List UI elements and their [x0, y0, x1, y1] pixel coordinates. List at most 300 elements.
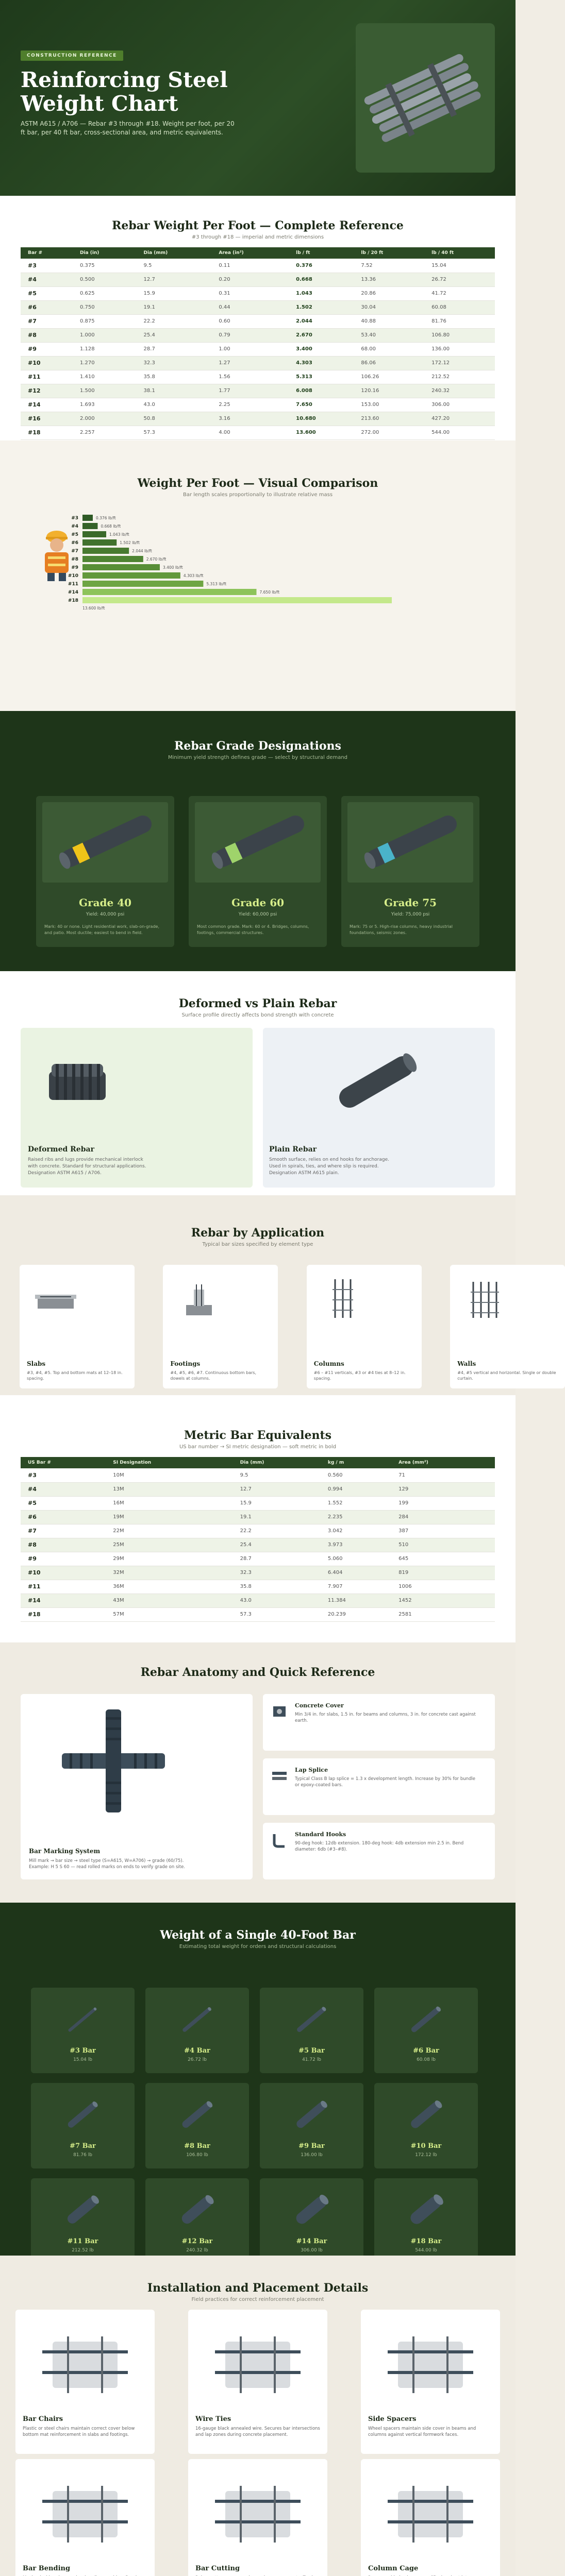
table-cell: 32M [106, 1566, 232, 1580]
table-cell: 68.00 [354, 342, 424, 356]
chart-subtitle: Bar length scales proportionally to illustrate relative mass [182, 492, 333, 498]
deformed-title: Deformed Rebar [28, 1145, 94, 1154]
marking-desc: Mill mark → bar size → steel type (S=A615, W=A706) → grade (60/75). Example: H 5 S 60 — read rolled marks on ends to verify grade on site. [29, 1858, 186, 1870]
table-cell: 136.00 [424, 342, 495, 356]
table-row [21, 412, 495, 426]
rebar-image [62, 2190, 103, 2231]
grade-yield: Yield: 75,000 psi [391, 912, 430, 917]
install-image [22, 2316, 148, 2409]
chart-category-label: #11 [68, 582, 78, 587]
table-cell: 106.26 [354, 370, 424, 384]
chart-bar [82, 556, 143, 562]
table-cell: #18 [21, 426, 73, 439]
table-cell: 2.235 [321, 1510, 391, 1524]
rebar-icon [405, 2190, 446, 2231]
application-name: Slabs [27, 1360, 46, 1367]
table-cell: 0.20 [211, 273, 289, 286]
table-cell: #16 [21, 412, 73, 426]
table-cell: 3.400 [289, 342, 354, 356]
application-card [20, 1265, 135, 1388]
table-cell: 2.044 [289, 314, 354, 328]
table-cell: 1.410 [73, 370, 137, 384]
table-cell: 1.128 [73, 342, 137, 356]
weight40-section [0, 1903, 516, 2256]
table-row [21, 1594, 495, 1607]
rebar-intersection-icon [52, 1704, 175, 1818]
table-cell: 153.00 [354, 398, 424, 412]
weight-card [374, 1988, 478, 2073]
install-title: Bar Cutting [195, 2565, 240, 2572]
table-cell: 3.16 [211, 412, 289, 426]
table-cell: 71 [391, 1468, 495, 1482]
weight-bar-name: #11 Bar [67, 2238, 98, 2245]
weight-table-title: Rebar Weight Per Foot — Complete Reference [112, 219, 404, 232]
weight-bar-value: 136.00 lb [301, 2153, 323, 2158]
table-cell: 30.04 [354, 300, 424, 314]
table-header: SI Designation [106, 1457, 232, 1468]
table-row [21, 314, 495, 328]
table-cell: 1.500 [73, 384, 137, 398]
install-image [367, 2465, 494, 2558]
table-cell: 10.680 [289, 412, 354, 426]
table-cell: 4.303 [289, 356, 354, 370]
table-cell: 36M [106, 1580, 232, 1594]
weight-bar-value: 212.52 lb [72, 2248, 94, 2253]
install-detail-icon [367, 2465, 494, 2558]
table-cell: 213.60 [354, 412, 424, 426]
rebar-icon [405, 1999, 446, 2040]
table-cell: 5.060 [321, 1552, 391, 1566]
table-cell: #11 [21, 370, 73, 384]
table-row [21, 300, 495, 314]
weight-table-subtitle: #3 through #18 — imperial and metric dimensions [191, 234, 324, 240]
table-cell: 645 [391, 1552, 495, 1566]
weight-bar-name: #10 Bar [410, 2142, 442, 2150]
table-cell: #3 [21, 1468, 106, 1482]
chart-category-label: #18 [68, 598, 78, 603]
install-detail-icon [22, 2316, 148, 2409]
weight-bar-value: 106.80 lb [186, 2153, 208, 2158]
table-row [21, 426, 495, 439]
table-cell: 0.875 [73, 314, 137, 328]
weight-bar-name: #5 Bar [298, 2047, 325, 2055]
table-cell: 53.40 [354, 328, 424, 342]
table-header: lb / 40 ft [424, 247, 495, 259]
table-cell: 9.5 [233, 1468, 321, 1482]
application-name: Walls [457, 1360, 476, 1367]
rebar-image [405, 2190, 446, 2231]
table-cell: 387 [391, 1524, 495, 1538]
weight-bar-value: 60.08 lb [417, 2057, 436, 2062]
anatomy-image [270, 1767, 289, 1785]
install-detail-icon [22, 2465, 148, 2558]
table-row [21, 1566, 495, 1580]
table-row [21, 398, 495, 412]
table-cell: 2.670 [289, 328, 354, 342]
rebar-icon [42, 802, 168, 883]
table-cell: 427.20 [424, 412, 495, 426]
chart-bar [82, 548, 129, 554]
table-cell: 60.08 [424, 300, 495, 314]
table-cell: 0.994 [321, 1482, 391, 1496]
application-desc: #4, #5, #6, #7. Continuous bottom bars, dowels at columns. [170, 1370, 257, 1381]
table-cell: 0.79 [211, 328, 289, 342]
table-cell: 0.500 [73, 273, 137, 286]
table-cell: 12.7 [233, 1482, 321, 1496]
install-card [15, 2310, 155, 2454]
table-header: Dia (mm) [233, 1457, 321, 1468]
table-cell: 20.239 [321, 1607, 391, 1621]
hero-subtitle: ASTM A615 / A706 — Rebar #3 through #18. Weight per foot, per 20 ft bar, per 40 ft bar, cross-sectional area, and metric equivalents. [21, 120, 235, 136]
rebar-image [291, 2190, 332, 2231]
rebar-icon [405, 2094, 446, 2136]
grades-title: Rebar Grade Designations [174, 739, 341, 753]
table-header: lb / ft [289, 247, 354, 259]
install-desc: Wheel spacers maintain side cover in beams and columns against vertical formwork faces. [368, 2426, 476, 2437]
table-cell: 29M [106, 1552, 232, 1566]
anatomy-item [263, 1823, 495, 1879]
table-header: lb / 20 ft [354, 247, 424, 259]
plain-desc: Smooth surface, relies on end hooks for anchorage. Used in spirals, ties, and where slip is required. Designation ASTM A615 plain. [269, 1157, 390, 1176]
grade-card [189, 796, 327, 947]
weight-card [374, 2178, 478, 2264]
table-header: Bar # [21, 247, 73, 259]
table-cell: 0.375 [73, 259, 137, 273]
table-cell: 22.2 [137, 314, 212, 328]
weight-bar-name: #6 Bar [413, 2047, 439, 2055]
table-cell: 7.907 [321, 1580, 391, 1594]
rebar-detail-icon [270, 1831, 289, 1850]
grade-name: Grade 60 [231, 896, 285, 909]
table-cell: 106.80 [424, 328, 495, 342]
table-cell: 57M [106, 1607, 232, 1621]
weight-card [260, 2083, 363, 2168]
table-cell: 50.8 [137, 412, 212, 426]
table-cell: 57.3 [233, 1607, 321, 1621]
table-cell: 2581 [391, 1607, 495, 1621]
marking-title: Bar Marking System [29, 1848, 101, 1855]
grade-rebar-image [347, 802, 473, 883]
table-row [21, 356, 495, 370]
deform-title: Deformed vs Plain Rebar [178, 997, 337, 1010]
table-cell: 1.552 [321, 1496, 391, 1510]
deform-subtitle: Surface profile directly affects bond strength with concrete [181, 1012, 334, 1018]
chart-category-label: #9 [71, 565, 78, 570]
install-card [361, 2310, 500, 2454]
anatomy-card [21, 1694, 253, 1879]
weight-bar-name: #12 Bar [181, 2238, 213, 2245]
rebar-image [405, 2094, 446, 2136]
hero-tag: CONSTRUCTION REFERENCE [21, 50, 123, 61]
table-cell: 6.008 [289, 384, 354, 398]
rebar-icon [176, 2190, 218, 2231]
table-cell: 28.7 [137, 342, 212, 356]
weight-card [145, 1988, 249, 2073]
table-cell: 0.668 [289, 273, 354, 286]
table-cell: 5.313 [289, 370, 354, 384]
table-cell: 43.0 [137, 398, 212, 412]
table-cell: 3.042 [321, 1524, 391, 1538]
table-cell: #5 [21, 1496, 106, 1510]
table-cell: 25.4 [137, 328, 212, 342]
application-desc: #3, #4, #5. Top and bottom mats at 12–18 in. spacing. [27, 1370, 123, 1381]
table-cell: 819 [391, 1566, 495, 1580]
grades-subtitle: Minimum yield strength defines grade — select by structural demand [168, 755, 348, 760]
table-cell: #11 [21, 1580, 106, 1594]
rebar-image [176, 2190, 218, 2231]
structure-icon [173, 1274, 225, 1326]
rebar-icon [62, 2094, 103, 2136]
table-cell: 22M [106, 1524, 232, 1538]
chart-value-label: 13.600 lb/ft [82, 606, 105, 611]
table-row [21, 259, 495, 273]
table-header: US Bar # [21, 1457, 106, 1468]
rebar-icon [62, 1999, 103, 2040]
application-desc: #4, #5 vertical and horizontal. Single or double curtain. [457, 1370, 556, 1381]
rebar-intersection-image [52, 1704, 175, 1818]
weight40-subtitle: Estimating total weight for orders and structural calculations [179, 1944, 337, 1950]
table-row [21, 1538, 495, 1552]
rebar-bundle-image [356, 23, 495, 173]
structure-icon [317, 1274, 369, 1326]
weight-bar-name: #3 Bar [70, 2047, 96, 2055]
table-cell: #9 [21, 342, 73, 356]
weight-bar-name: #14 Bar [296, 2238, 327, 2245]
chart-category-label: #6 [71, 540, 78, 546]
table-row [21, 286, 495, 300]
chart-category-label: #10 [68, 573, 78, 579]
install-title: Side Spacers [368, 2415, 417, 2423]
install-detail-icon [367, 2316, 494, 2409]
chart-title: Weight Per Foot — Visual Comparison [137, 477, 378, 490]
rebar-bundle-icon [363, 41, 487, 155]
table-cell: 81.76 [424, 314, 495, 328]
table-cell: 212.52 [424, 370, 495, 384]
chart-bar [82, 531, 106, 537]
anatomy-item-desc: 90-deg hook: 12db extension. 180-deg hook: 4db extension min 2.5 in. Bend diameter: 6db (#3–#8). [295, 1841, 464, 1852]
table-cell: 35.8 [137, 370, 212, 384]
weight-card [260, 2178, 363, 2264]
rebar-icon [291, 2190, 332, 2231]
application-subtitle: Typical bar sizes specified by element type [202, 1242, 313, 1247]
table-cell: 1006 [391, 1580, 495, 1594]
table-cell: 306.00 [424, 398, 495, 412]
table-cell: 13.36 [354, 273, 424, 286]
rebar-image [62, 1999, 103, 2040]
table-cell: 13M [106, 1482, 232, 1496]
weight-bar-value: 306.00 lb [301, 2248, 323, 2253]
application-desc: #6 – #11 verticals, #3 or #4 ties at 8–12 in. spacing. [313, 1370, 406, 1381]
table-cell: 9.5 [137, 259, 212, 273]
rebar-icon [347, 802, 473, 883]
table-cell: #6 [21, 300, 73, 314]
grade-rebar-image [42, 802, 168, 883]
table-cell: 1.043 [289, 286, 354, 300]
table-row [21, 1552, 495, 1566]
chart-value-label: 0.668 lb/ft [101, 524, 121, 529]
chart-section [0, 440, 516, 711]
table-cell: 26.72 [424, 273, 495, 286]
table-cell: 1452 [391, 1594, 495, 1607]
table-cell: 0.31 [211, 286, 289, 300]
table-row [21, 342, 495, 356]
weight-bar-value: 41.72 lb [302, 2057, 321, 2062]
table-row [21, 370, 495, 384]
grade-desc: Most common grade. Mark: 60 or 4. Bridges, columns, footings, commercial structures. [197, 924, 309, 935]
table-cell: 240.32 [424, 384, 495, 398]
plain-rebar-icon [325, 1043, 428, 1121]
application-image [317, 1274, 369, 1326]
chart-category-label: #8 [71, 557, 78, 562]
application-card [163, 1265, 278, 1388]
table-cell: 16M [106, 1496, 232, 1510]
anatomy-section [0, 1642, 516, 1903]
weight-bar-name: #7 Bar [70, 2142, 96, 2150]
table-cell: 2.257 [73, 426, 137, 439]
grade-yield: Yield: 60,000 psi [238, 912, 277, 917]
table-cell: 32.3 [233, 1566, 321, 1580]
deformed-desc: Raised ribs and lugs provide mechanical interlock with concrete. Standard for structural applications. Designation ASTM A615 / A706. [28, 1157, 146, 1176]
rebar-icon [176, 1999, 218, 2040]
table-cell: 1.00 [211, 342, 289, 356]
table-cell: 25M [106, 1538, 232, 1552]
chart-value-label: 3.400 lb/ft [163, 565, 183, 570]
table-cell: #14 [21, 398, 73, 412]
metric-subtitle: US bar number → SI metric designation — soft metric in bold [179, 1444, 337, 1450]
table-cell: 25.4 [233, 1538, 321, 1552]
table-row [21, 328, 495, 342]
anatomy-item-desc: Min 3/4 in. for slabs, 1.5 in. for beams and columns, 3 in. for concrete cast against earth. [295, 1712, 476, 1723]
install-desc: 16-gauge black annealed wire. Secures bar intersections and lap zones during concrete placement. [195, 2426, 320, 2437]
grades-section [0, 711, 516, 971]
table-cell: 544.00 [424, 426, 495, 439]
grade-card [36, 796, 174, 947]
anatomy-image [270, 1702, 289, 1721]
table-cell: 510 [391, 1538, 495, 1552]
metric-section [0, 1395, 516, 1642]
table-cell: 0.560 [321, 1468, 391, 1482]
weight-card [31, 2178, 135, 2264]
table-cell: 15.9 [233, 1496, 321, 1510]
install-image [194, 2316, 321, 2409]
install-image [194, 2465, 321, 2558]
application-image [173, 1274, 225, 1326]
table-cell: #18 [21, 1607, 106, 1621]
rebar-detail-icon [270, 1702, 289, 1721]
table-cell: 1.77 [211, 384, 289, 398]
hero [0, 0, 516, 196]
weight-card [31, 1988, 135, 2073]
weight-bar-chart [0, 513, 516, 708]
table-row [21, 273, 495, 286]
table-cell: 0.11 [211, 259, 289, 273]
table-cell: #10 [21, 1566, 106, 1580]
table-cell: 40.88 [354, 314, 424, 328]
table-cell: 57.3 [137, 426, 212, 439]
table-cell: #7 [21, 1524, 106, 1538]
chart-value-label: 5.313 lb/ft [206, 582, 227, 586]
application-card [307, 1265, 422, 1388]
application-section [0, 1195, 556, 1395]
rebar-image [405, 1999, 446, 2040]
grade-name: Grade 75 [384, 896, 437, 909]
table-cell: 6.404 [321, 1566, 391, 1580]
table-cell: 1.56 [211, 370, 289, 384]
chart-value-label: 1.043 lb/ft [109, 532, 129, 537]
application-name: Columns [313, 1360, 344, 1367]
grade-rebar-image [195, 802, 321, 883]
table-row [21, 1524, 495, 1538]
chart-bar [82, 523, 97, 529]
deformed-card [21, 1028, 253, 1188]
table-cell: 3.973 [321, 1538, 391, 1552]
anatomy-item-title: Lap Splice [295, 1767, 328, 1773]
table-cell: 1.270 [73, 356, 137, 370]
table-cell: 1.27 [211, 356, 289, 370]
table-cell: 41.72 [424, 286, 495, 300]
install-section [0, 2256, 516, 2576]
table-cell: 1.502 [289, 300, 354, 314]
table-header: Dia (in) [73, 247, 137, 259]
structure-icon [460, 1274, 512, 1326]
weight-card [260, 1988, 363, 2073]
table-cell: #4 [21, 273, 73, 286]
anatomy-item [263, 1694, 495, 1751]
application-image [30, 1274, 81, 1326]
metric-title: Metric Bar Equivalents [184, 1429, 332, 1442]
rebar-image [176, 2094, 218, 2136]
rebar-icon [62, 2190, 103, 2231]
table-cell: 4.00 [211, 426, 289, 439]
table-cell: 2.25 [211, 398, 289, 412]
table-cell: 19M [106, 1510, 232, 1524]
install-detail-icon [194, 2465, 321, 2558]
anatomy-item [263, 1758, 495, 1815]
install-detail-icon [194, 2316, 321, 2409]
install-image [367, 2316, 494, 2409]
table-cell: #14 [21, 1594, 106, 1607]
table-cell: #3 [21, 259, 73, 273]
table-cell: 19.1 [137, 300, 212, 314]
plain-card [263, 1028, 495, 1188]
table-cell: 19.1 [233, 1510, 321, 1524]
table-cell: 15.04 [424, 259, 495, 273]
rebar-image [291, 2094, 332, 2136]
install-title: Bar Chairs [23, 2415, 63, 2423]
table-cell: 86.06 [354, 356, 424, 370]
chart-bar [82, 597, 392, 603]
table-cell: 129 [391, 1482, 495, 1496]
weight-card [145, 2178, 249, 2264]
grade-desc: Mark: 40 or none. Light residential work, slab-on-grade, and patio. Most ductile; easiest to bend in field. [44, 924, 160, 935]
rebar-icon [176, 2094, 218, 2136]
application-title: Rebar by Application [191, 1226, 325, 1240]
table-cell: #10 [21, 356, 73, 370]
table-row [21, 1482, 495, 1496]
plain-rebar-image [325, 1038, 428, 1126]
table-cell: #9 [21, 1552, 106, 1566]
table-cell: 7.650 [289, 398, 354, 412]
install-card [15, 2459, 155, 2576]
deform-section [0, 971, 516, 1195]
table-cell: 0.750 [73, 300, 137, 314]
rebar-image [291, 1999, 332, 2040]
rebar-icon [291, 2094, 332, 2136]
chart-value-label: 1.502 lb/ft [120, 540, 140, 545]
table-cell: 2.000 [73, 412, 137, 426]
table-cell: #6 [21, 1510, 106, 1524]
chart-bar [82, 581, 203, 587]
